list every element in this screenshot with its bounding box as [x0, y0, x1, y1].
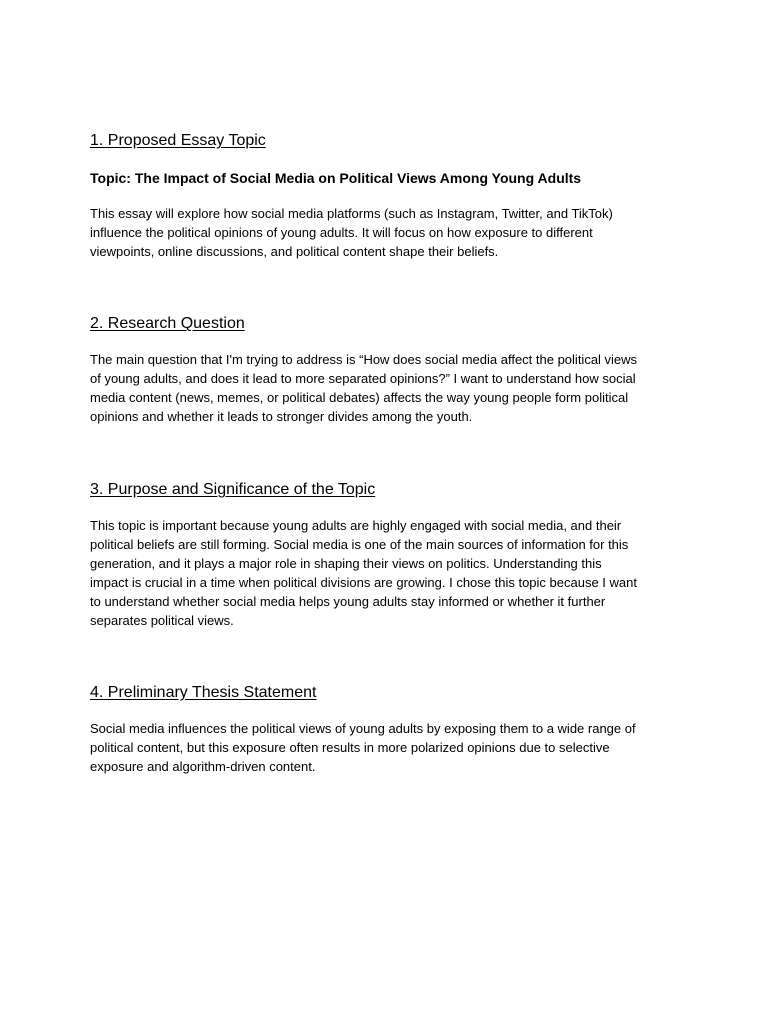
text-line: This essay will explore how social media platforms (such as Instagram, Twitter, and TikTok)	[90, 206, 613, 221]
section-heading-proposed-topic: 1. Proposed Essay Topic	[90, 132, 266, 149]
section-paragraph-proposed-topic	[90, 204, 680, 261]
text-line: of young adults, and does it lead to more separated opinions?” I want to understand how social	[90, 371, 636, 386]
text-line: to understand whether social media helps young adults stay informed or whether it further	[90, 594, 606, 609]
section-paragraph-research-question	[90, 350, 680, 426]
text-line: political content, but this exposure often results in more polarized opinions due to selective	[90, 740, 610, 755]
text-line: political beliefs are still forming. Social media is one of the main sources of information for this	[90, 537, 629, 552]
section-heading-purpose: 3. Purpose and Significance of the Topic	[90, 481, 376, 498]
text-line: exposure and algorithm-driven content.	[90, 759, 316, 774]
text-line: Social media influences the political views of young adults by exposing them to a wide range of	[90, 721, 636, 736]
section-paragraph-purpose	[90, 516, 680, 630]
topic-statement: Topic: The Impact of Social Media on Political Views Among Young Adults	[90, 170, 582, 186]
text-line: This topic is important because young adults are highly engaged with social media, and their	[90, 518, 622, 533]
text-line: opinions and whether it leads to stronger divides among the youth.	[90, 409, 473, 424]
text-line: The main question that I'm trying to address is “How does social media affect the political views	[90, 352, 638, 367]
text-line: viewpoints, online discussions, and political content shape their beliefs.	[90, 244, 499, 259]
text-line: media content (news, memes, or political debates) affects the way young people form political	[90, 390, 629, 405]
text-line: impact is crucial in a time when political divisions are growing. I chose this topic because I want	[90, 575, 637, 590]
text-line: separates political views.	[90, 613, 234, 628]
section-heading-research-question: 2. Research Question	[90, 315, 245, 332]
text-line: generation, and it plays a major role in shaping their views on politics. Understanding this	[90, 556, 602, 571]
section-heading-thesis: 4. Preliminary Thesis Statement	[90, 684, 317, 701]
text-line: influence the political opinions of young adults. It will focus on how exposure to different	[90, 225, 593, 240]
section-paragraph-thesis	[90, 719, 680, 776]
